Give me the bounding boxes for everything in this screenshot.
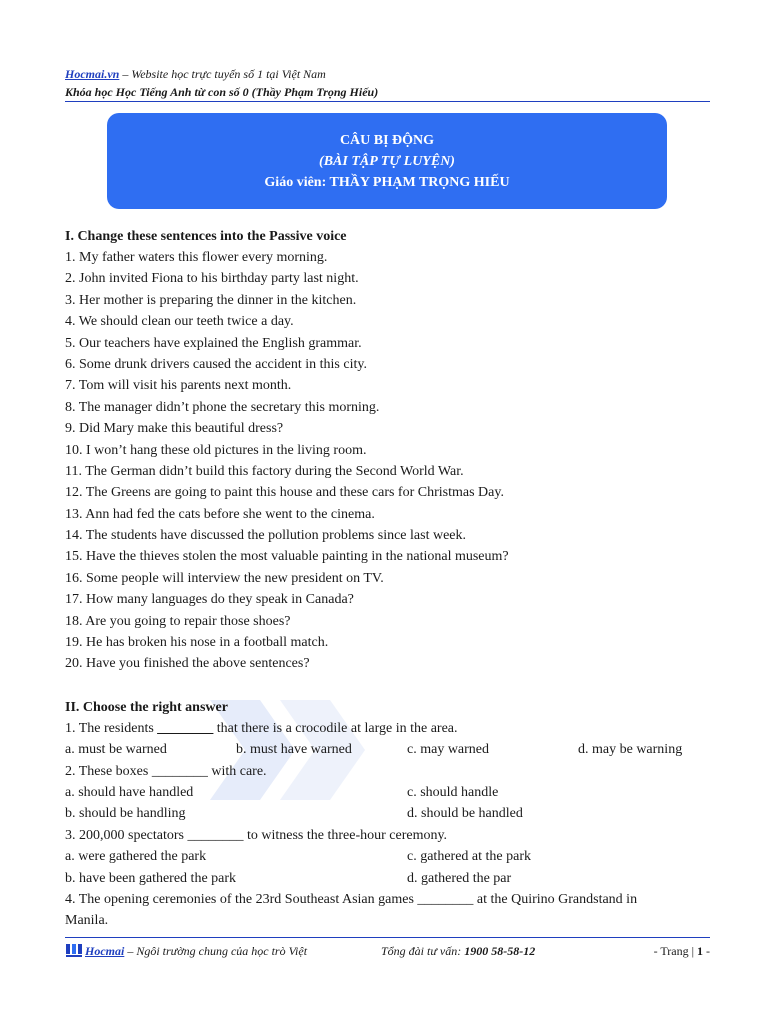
title-banner [107, 113, 667, 209]
question-1-text-end: that there is a crocodile at large in the area. [213, 720, 458, 736]
option-a: a. should have handled [65, 784, 194, 800]
question-1-blank: ________ [157, 720, 214, 736]
sentence-item: 19. He has broken his nose in a football match. [65, 635, 329, 651]
sentence-item: 12. The Greens are going to paint this house and these cars for Christmas Day. [65, 485, 504, 501]
title-teacher: Giáo viên: THẦY PHẠM TRỌNG HIẾU [264, 174, 510, 190]
sentence-item: 14. The students have discussed the pollution problems since last week. [65, 528, 467, 544]
option-d: d. should be handled [407, 806, 523, 822]
sentence-item: 10. I won’t hang these old pictures in the living room. [65, 442, 367, 458]
option-c: c. should handle [407, 784, 499, 800]
section-2-heading: II. Choose the right answer [65, 699, 228, 715]
hotline-label: Tổng đài tư vấn: [381, 944, 465, 958]
sentence-item: 4. We should clean our teeth twice a day. [65, 314, 294, 330]
sentence-item: 15. Have the thieves stolen the most valuable painting in the national museum? [65, 549, 509, 565]
sentence-item: 7. Tom will visit his parents next month. [65, 378, 292, 394]
option-a: a. must be warned [65, 742, 167, 758]
option-b: b. must have warned [236, 742, 352, 758]
sentence-item: 17. How many languages do they speak in Canada? [65, 592, 354, 608]
course-name: Khóa học Học Tiếng Anh từ con số 0 (Thầy Phạm Trọng Hiếu) [65, 85, 379, 99]
footer-brand-link[interactable]: Hocmai [85, 944, 125, 958]
title-main: CÂU BỊ ĐỘNG [339, 132, 435, 148]
sentence-item: 8. The manager didn’t phone the secretary this morning. [65, 399, 380, 415]
question-1-text-start: 1. The residents [65, 720, 158, 736]
question-3-options-row-2 [65, 868, 715, 889]
page-header [65, 65, 378, 101]
footer-divider [65, 937, 710, 938]
sentence-item: 9. Did Mary make this beautiful dress? [65, 421, 284, 437]
option-b: b. have been gathered the park [65, 870, 237, 886]
question-2-options-row-1 [65, 782, 715, 803]
sentence-item: 6. Some drunk drivers caused the accident in this city. [65, 356, 367, 372]
option-c: c. may warned [407, 742, 490, 758]
page-suffix: - [703, 944, 710, 958]
option-c: c. gathered at the park [407, 849, 531, 865]
question-3-options-row-1 [65, 846, 715, 867]
sentence-item: 20. Have you finished the above sentences? [65, 656, 310, 672]
sentence-item: 2. John invited Fiona to his birthday party last night. [65, 271, 359, 287]
sentence-item: 16. Some people will interview the new president on TV. [65, 570, 384, 586]
footer-left [85, 944, 307, 959]
question-1 [65, 718, 715, 739]
hotline-number: 1900 58-58-12 [464, 944, 536, 958]
option-d: d. may be warning [578, 742, 683, 758]
site-link[interactable]: Hocmai.vn [65, 67, 120, 81]
question-4-continued: Manila. [65, 913, 109, 929]
sentence-item: 1. My father waters this flower every morning. [65, 250, 328, 265]
worksheet-body [65, 226, 715, 932]
section-1-heading: I. Change these sentences into the Passive voice [65, 229, 347, 244]
page-label: - Trang | [653, 944, 697, 958]
sentence-item: 5. Our teachers have explained the English grammar. [65, 335, 362, 351]
page-number: 1 [697, 944, 703, 958]
question-2: 2. These boxes ________ with care. [65, 763, 267, 779]
sentence-item: 18. Are you going to repair those shoes? [65, 613, 291, 629]
question-4: 4. The opening ceremonies of the 23rd Southeast Asian games ________ at the Quirino Grandstand in [65, 891, 638, 907]
site-tagline: – Website học trực tuyến số 1 tại Việt Nam [119, 67, 326, 81]
sentence-item: 11. The German didn’t build this factory during the Second World War. [65, 463, 464, 479]
footer-hotline [381, 944, 535, 959]
option-d: d. gathered the par [407, 870, 512, 886]
page-indicator [654, 944, 710, 959]
header-divider [65, 101, 710, 102]
question-1-options [65, 739, 715, 760]
option-b: b. should be handling [65, 806, 186, 822]
page-footer [65, 942, 710, 962]
header-line-1 [65, 65, 378, 83]
question-3: 3. 200,000 spectators ________ to witness the three-hour ceremony. [65, 827, 448, 843]
option-a: a. were gathered the park [65, 849, 207, 865]
sentence-item: 13. Ann had fed the cats before she went to the cinema. [65, 506, 375, 522]
sentence-item: 3. Her mother is preparing the dinner in the kitchen. [65, 292, 357, 308]
hocmai-logo-icon [65, 942, 83, 958]
question-2-options-row-2 [65, 803, 715, 824]
footer-slogan: – Ngôi trường chung của học trò Việt [124, 944, 308, 958]
title-subtitle: (BÀI TẬP TỰ LUYỆN) [319, 153, 455, 169]
section-1-list [65, 247, 715, 675]
